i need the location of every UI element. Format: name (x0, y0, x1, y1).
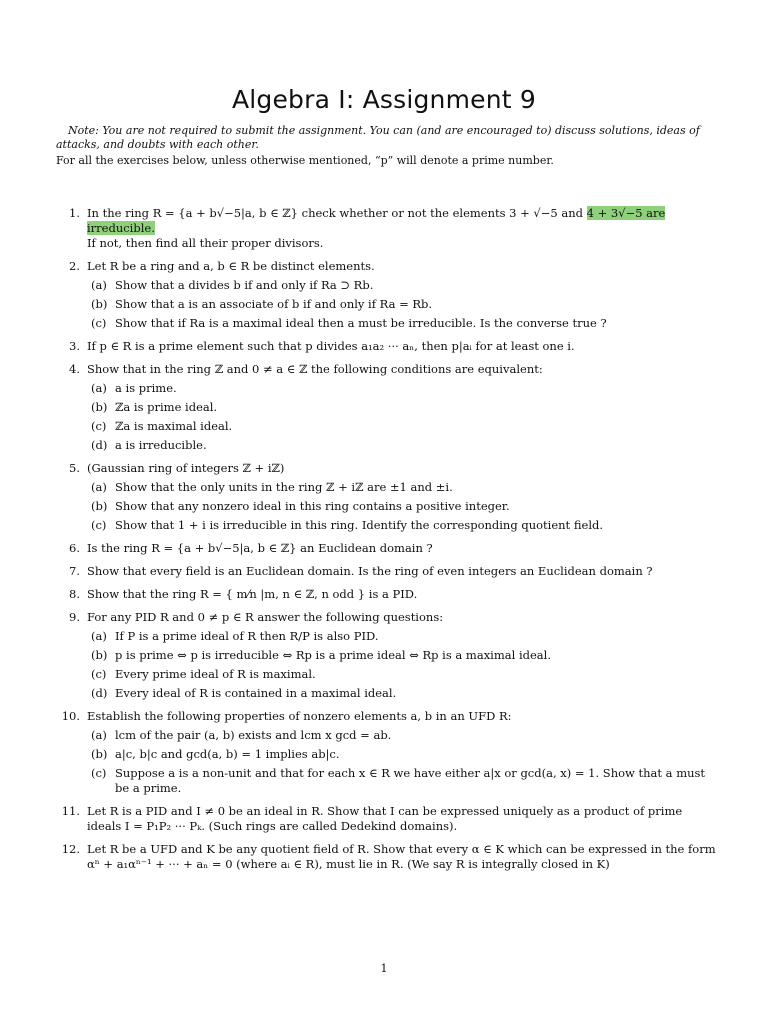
exercise-text: (Gaussian ring of integers ℤ + iℤ) (87, 461, 285, 475)
subpart-label: (b) (91, 400, 108, 414)
prime-convention-note: For all the exercises below, unless otherwise mentioned, “p” will denote a prime number. (56, 154, 554, 167)
exercise-text: Show that in the ring ℤ and 0 ≠ a ∈ ℤ the following conditions are equivalent: (87, 362, 543, 376)
exercise-item (56, 362, 716, 453)
subpart-label: (c) (91, 316, 107, 330)
subpart-label: (c) (91, 667, 107, 681)
exercise-number: 8. (69, 587, 80, 601)
exercise-text: Let R be a UFD and K be any quotient field of R. Show that every α ∈ K which can be expressed in the form αⁿ + a₁αⁿ⁻¹ + ··· + aₙ = 0 (where aᵢ ∈ R), must lie in R. (We say R is integrally closed in K) (87, 842, 716, 871)
exercise-item (56, 804, 716, 834)
exercise-item (56, 610, 716, 701)
subpart-item (87, 381, 716, 396)
subpart-text: a is prime. (115, 381, 177, 395)
subpart-label: (b) (91, 499, 108, 513)
subpart-text: Show that the only units in the ring ℤ + iℤ are ±1 and ±i. (115, 480, 453, 494)
subpart-item (87, 278, 716, 293)
subpart-item (87, 419, 716, 434)
assignment-note: Note: You are not required to submit the assignment. You can (and are encouraged to) discuss solutions, ideas of attacks, and doubts with each other. (56, 124, 700, 151)
exercise-number: 1. (69, 206, 80, 220)
subpart-item (87, 480, 716, 495)
exercise-text: Establish the following properties of nonzero elements a, b in an UFD R: (87, 709, 512, 723)
subpart-item (87, 629, 716, 644)
exercise-number: 9. (69, 610, 80, 624)
exercise-item (56, 339, 716, 354)
subpart-list (87, 629, 716, 701)
exercise-number: 2. (69, 259, 80, 273)
subpart-item (87, 686, 716, 701)
subpart-text: a is irreducible. (115, 438, 207, 452)
page-number: 1 (380, 962, 388, 975)
subpart-label: (a) (91, 480, 107, 494)
exercise-text: In the ring R = {a + b√−5|a, b ∈ ℤ} check whether or not the elements 3 + √−5 and (87, 206, 587, 220)
subpart-text: Show that any nonzero ideal in this ring contains a positive integer. (115, 499, 510, 513)
subpart-text: ℤa is maximal ideal. (115, 419, 233, 433)
subpart-list (87, 381, 716, 453)
subpart-text: ℤa is prime ideal. (115, 400, 218, 414)
subpart-item (87, 297, 716, 312)
exercise-number: 4. (69, 362, 80, 376)
subpart-label: (a) (91, 381, 107, 395)
subpart-text: Show that if Ra is a maximal ideal then a must be irreducible. Is the converse true ? (115, 316, 607, 330)
exercise-number: 3. (69, 339, 80, 353)
page-title: Algebra I: Assignment 9 (231, 85, 537, 114)
subpart-item (87, 518, 716, 533)
subpart-text: Every prime ideal of R is maximal. (115, 667, 316, 681)
subpart-item (87, 667, 716, 682)
subpart-item (87, 316, 716, 331)
subpart-item (87, 438, 716, 453)
exercise-text: Let R is a PID and I ≠ 0 be an ideal in R. Show that I can be expressed uniquely as a product of prime ideals I = P₁P₂ ··· Pₖ. (Such rings are called Dedekind domains). (87, 804, 683, 833)
exercise-item (56, 709, 716, 796)
subpart-label: (d) (91, 686, 108, 700)
exercise-number: 10. (61, 709, 80, 723)
subpart-list (87, 278, 716, 331)
exercise-item (56, 541, 716, 556)
subpart-label: (a) (91, 629, 107, 643)
subpart-text: If P is a prime ideal of R then R/P is also PID. (115, 629, 379, 643)
subpart-item (87, 747, 716, 762)
subpart-text: Suppose a is a non-unit and that for each x ∈ R we have either a|x or gcd(a, x) = 1. Show that a must be a prime. (115, 766, 706, 795)
subpart-list (87, 480, 716, 533)
exercise-number: 12. (61, 842, 80, 856)
exercise-number: 11. (61, 804, 80, 818)
exercise-number: 6. (69, 541, 80, 555)
subpart-label: (b) (91, 648, 108, 662)
subpart-label: (c) (91, 419, 107, 433)
subpart-text: Show that a divides b if and only if Ra ⊃ Rb. (115, 278, 374, 292)
subpart-text: Show that 1 + i is irreducible in this ring. Identify the corresponding quotient field. (115, 518, 604, 532)
exercise-item (56, 461, 716, 533)
subpart-text: p is prime ⇔ p is irreducible ⇔ Rp is a prime ideal ⇔ Rp is a maximal ideal. (115, 648, 551, 662)
subpart-text: Show that a is an associate of b if and only if Ra = Rb. (115, 297, 433, 311)
exercise-number: 5. (69, 461, 80, 475)
subpart-list (87, 728, 716, 796)
subpart-label: (c) (91, 766, 107, 780)
exercise-item (56, 587, 716, 602)
exercise-text: Let R be a ring and a, b ∈ R be distinct elements. (87, 259, 375, 273)
subpart-label: (a) (91, 728, 107, 742)
exercise-item (56, 564, 716, 579)
exercise-text: Is the ring R = {a + b√−5|a, b ∈ ℤ} an Euclidean domain ? (87, 541, 433, 555)
exercise-text: Show that every field is an Euclidean domain. Is the ring of even integers an Euclidean domain ? (87, 564, 653, 578)
subpart-item (87, 499, 716, 514)
exercise-text: Show that the ring R = { m⁄n |m, n ∈ ℤ, n odd } is a PID. (87, 587, 418, 601)
exercise-list (56, 206, 716, 880)
exercise-text-continued: If not, then find all their proper divisors. (87, 236, 324, 250)
subpart-item (87, 648, 716, 663)
exercise-text: For any PID R and 0 ≠ p ∈ R answer the following questions: (87, 610, 444, 624)
exercise-item (56, 206, 716, 251)
subpart-text: a|c, b|c and gcd(a, b) = 1 implies ab|c. (115, 747, 340, 761)
subpart-text: Every ideal of R is contained in a maximal ideal. (115, 686, 397, 700)
subpart-item (87, 400, 716, 415)
subpart-label: (d) (91, 438, 108, 452)
highlighted-text: 4 + 3√−5 are irreducible. (87, 206, 666, 235)
subpart-label: (c) (91, 518, 107, 532)
exercise-item (56, 259, 716, 331)
exercise-item (56, 842, 716, 872)
subpart-item (87, 766, 716, 796)
subpart-label: (b) (91, 747, 108, 761)
subpart-item (87, 728, 716, 743)
exercise-text: If p ∈ R is a prime element such that p divides a₁a₂ ··· aₙ, then p|aᵢ for at least one i. (87, 339, 575, 353)
exercise-number: 7. (69, 564, 80, 578)
subpart-text: lcm of the pair (a, b) exists and lcm x gcd = ab. (115, 728, 392, 742)
subpart-label: (b) (91, 297, 108, 311)
subpart-label: (a) (91, 278, 107, 292)
